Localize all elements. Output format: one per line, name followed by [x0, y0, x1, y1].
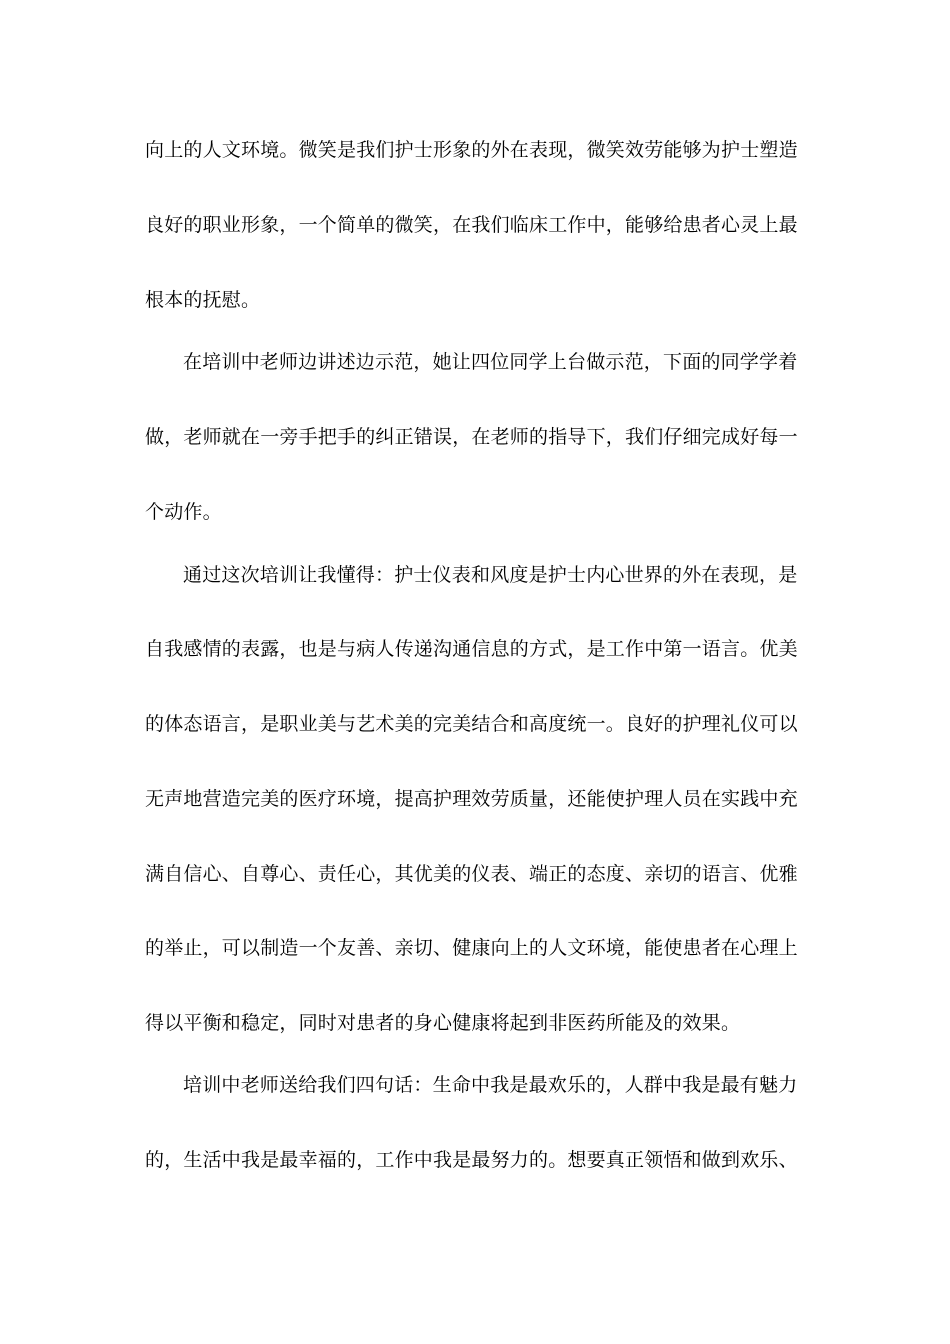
paragraph-first-line: 培训中老师送给我们四句话：生命中我是最欢乐的，人群中我是最有魅力 [183, 1074, 798, 1096]
text-line: 做，老师就在一旁手把手的纠正错误，在老师的指导下，我们仔细完成好每一 [145, 426, 798, 448]
text-line: 的举止，可以制造一个友善、亲切、健康向上的人文环境，能使患者在心理上 [145, 937, 798, 959]
text-line: 向上的人文环境。微笑是我们护士形象的外在表现，微笑效劳能够为护士塑造 [145, 139, 798, 161]
text-line: 根本的抚慰。 [145, 289, 261, 311]
text-line: 良好的职业形象，一个简单的微笑，在我们临床工作中，能够给患者心灵上最 [145, 214, 798, 236]
text-line: 得以平衡和稳定，同时对患者的身心健康将起到非医药所能及的效果。 [145, 1012, 741, 1034]
text-line: 自我感情的表露，也是与病人传递沟通信息的方式，是工作中第一语言。优美 [145, 638, 798, 660]
text-line: 满自信心、自尊心、责任心，其优美的仪表、端正的态度、亲切的语言、优雅 [145, 863, 798, 885]
paragraph-first-line: 在培训中老师边讲述边示范，她让四位同学上台做示范，下面的同学学着 [183, 351, 798, 373]
text-line: 无声地营造完美的医疗环境，提高护理效劳质量，还能使护理人员在实践中充 [145, 788, 798, 810]
text-line: 的，生活中我是最幸福的，工作中我是最努力的。想要真正领悟和做到欢乐、 [145, 1149, 798, 1171]
paragraph-first-line: 通过这次培训让我懂得：护士仪表和风度是护士内心世界的外在表现，是 [183, 564, 798, 586]
text-line: 的体态语言，是职业美与艺术美的完美结合和高度统一。良好的护理礼仪可以 [145, 713, 798, 735]
text-line: 个动作。 [145, 501, 222, 523]
